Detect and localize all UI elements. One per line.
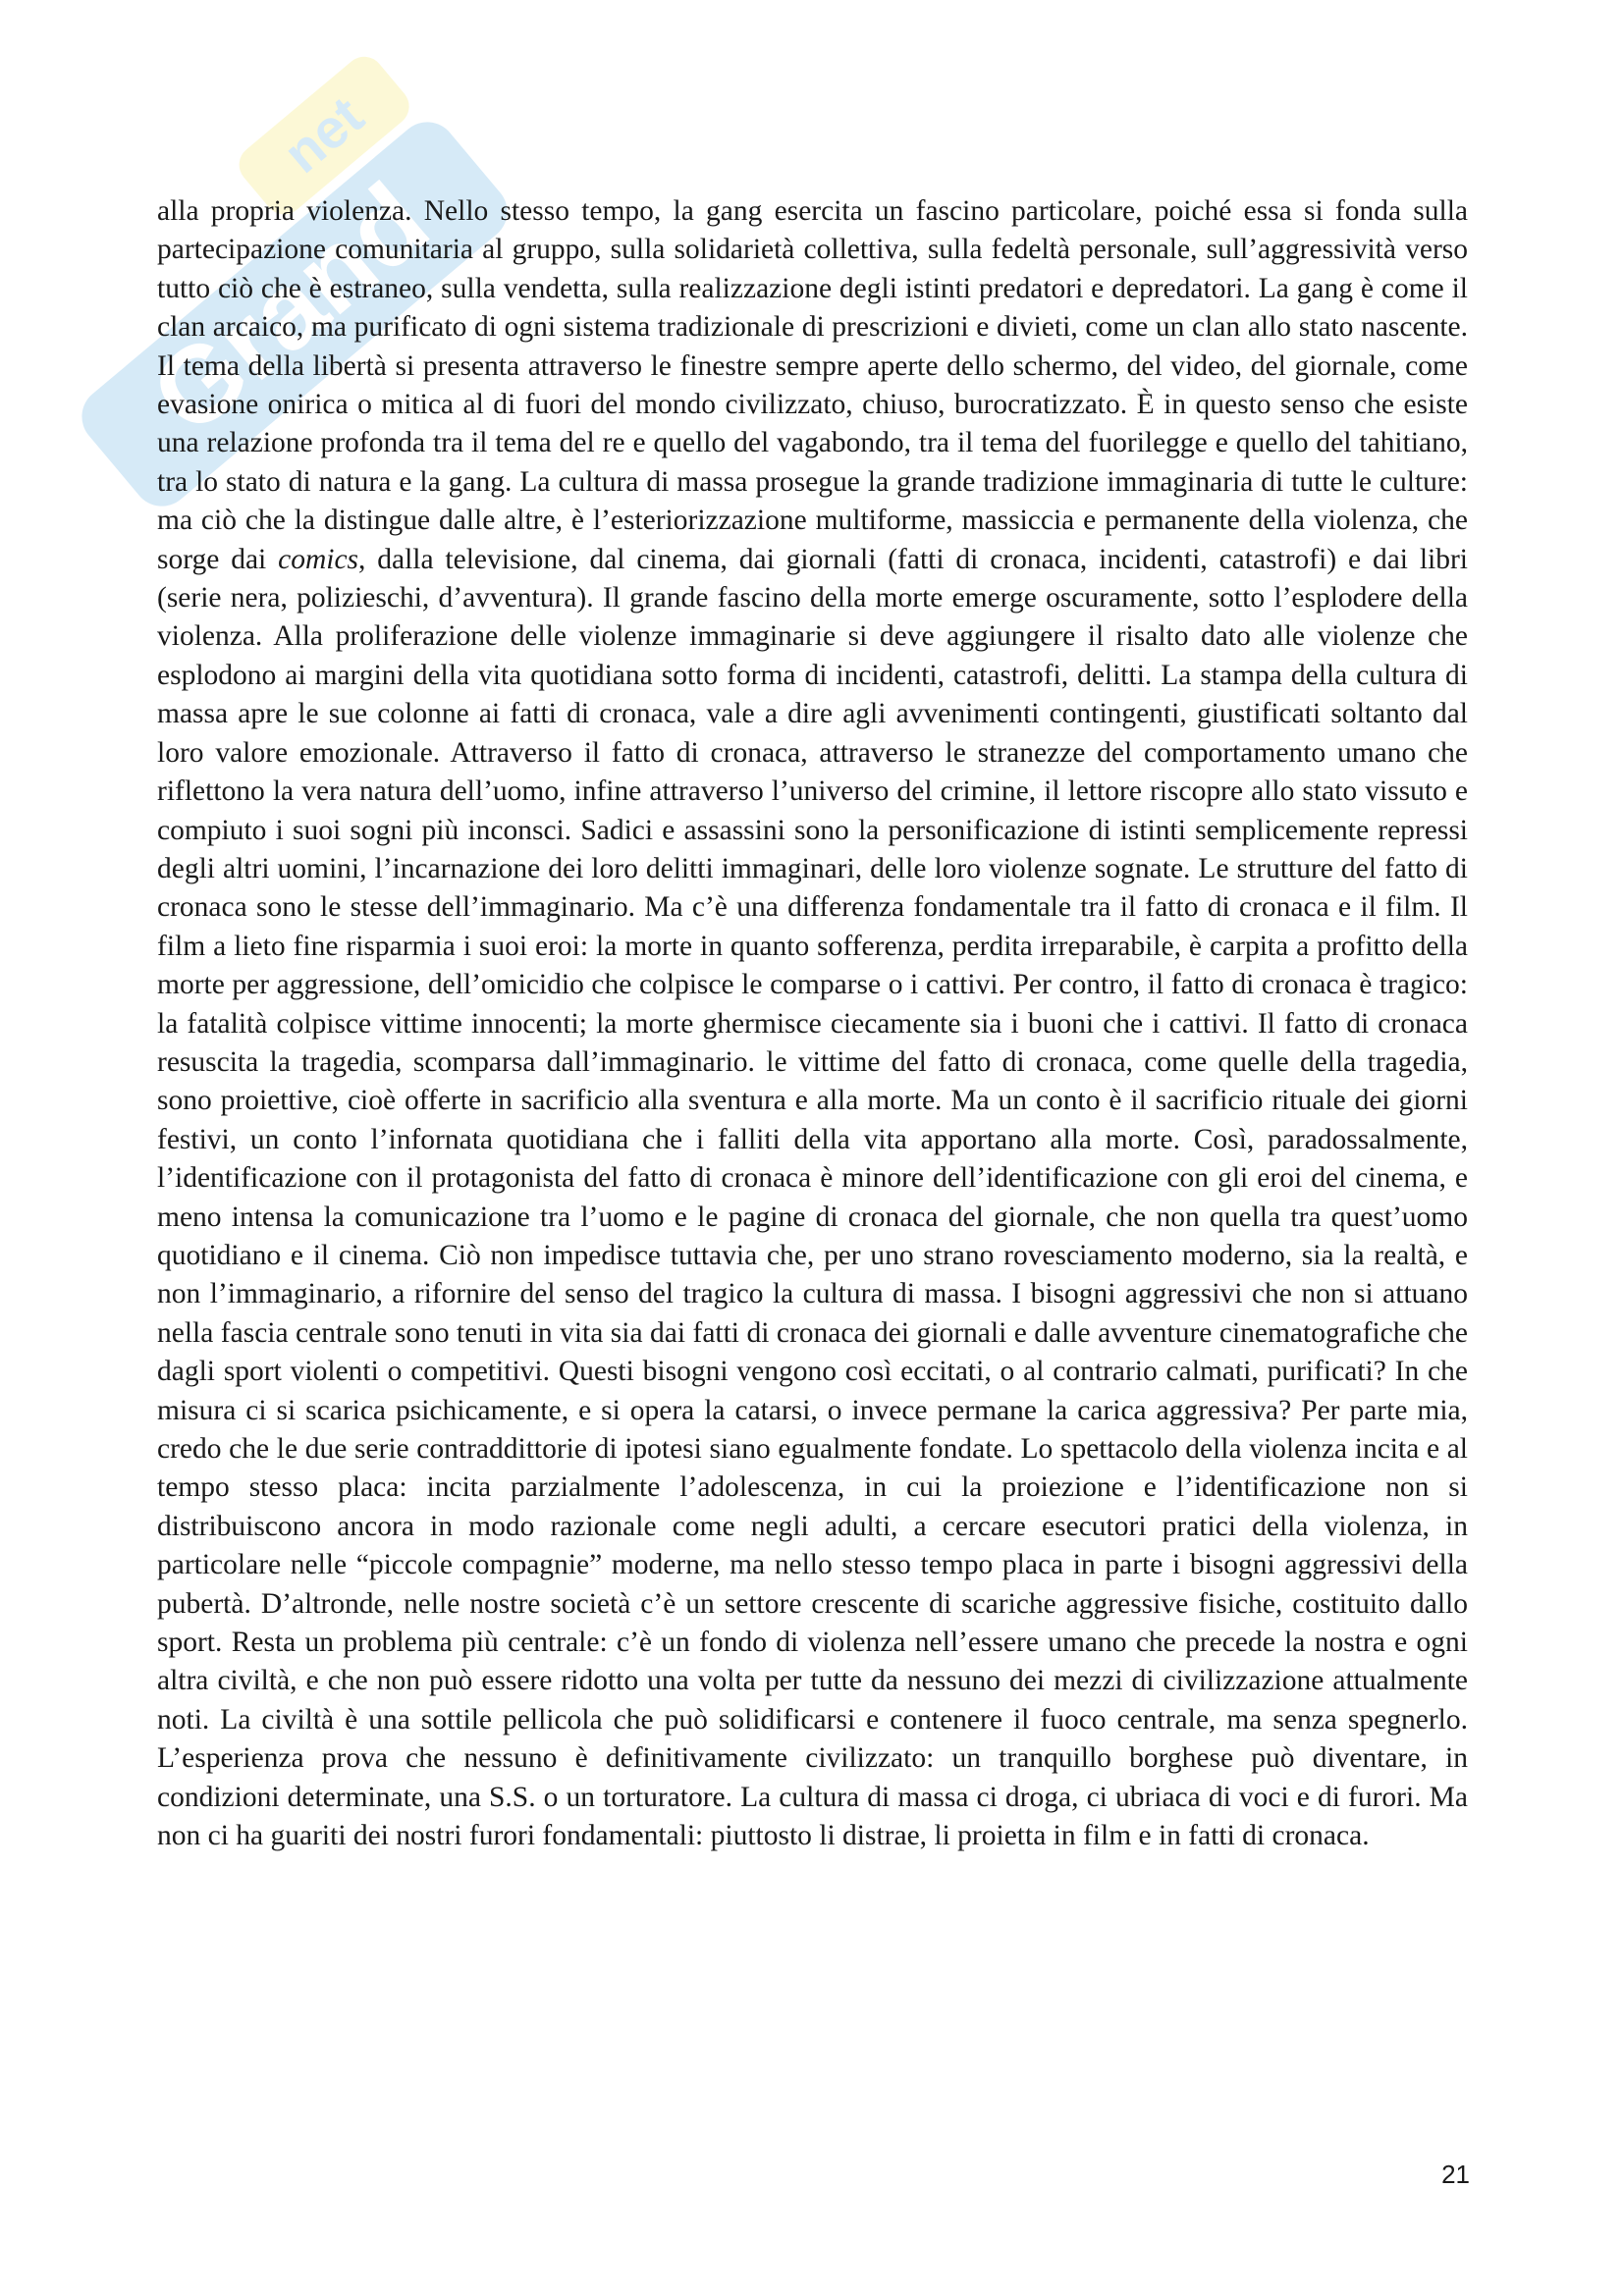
- page-number: 21: [1441, 2160, 1470, 2189]
- watermark-text: Grand: [129, 160, 451, 457]
- paragraph-text-part-1: alla propria violenza. Nello stesso tempo, la gang esercita un fascino particolare, poiché essa si fonda sulla partecipazione comunitaria al gruppo, sulla solidarietà collettiva, sulla fedeltà personale, sull’aggressività verso tutto ciò che è estraneo, sulla vendetta, sulla realizzazione degli istinti predatori e depredatori. La gang è come il clan arcaico, ma purificato di ogni sistema tradizionale di prescrizioni e divieti, come un clan allo stato nascente. Il tema della libertà si presenta attraverso le finestre sempre aperte dello schermo, del video, del giornale, come evasione onirica o mitica al di fuori del mondo civilizzato, chiuso, burocratizzato. È in questo senso che esiste una relazione profonda tra il tema del re e quello del vagabondo, tra il tema del fuorilegge e quello del tahitiano, tra lo stato di natura e la gang. La cultura di massa prosegue la grande tradizione immaginaria di tutte le culture: ma ciò che la distingue dalle altre, è l’esteriorizzazione multiforme, massiccia e permanente della violenza, che sorge dai: [157, 195, 1468, 575]
- watermark-subtext: net: [271, 83, 375, 186]
- paragraph-text-part-2: , dalla televisione, dal cinema, dai giornali (fatti di cronaca, incidenti, catastrofi) e dai libri (serie nera, polizieschi, d’avventura). Il grande fascino della morte emerge oscuramente, sotto l’esplodere della violenza. Alla proliferazione delle violenze immaginarie si deve aggiungere il risalto dato alle violenze che esplodono ai margini della vita quotidiana sotto forma di incidenti, catastrofi, delitti. La stampa della cultura di massa apre le sue colonne ai fatti di cronaca, vale a dire agli avvenimenti contingenti, giustificati soltanto dal loro valore emozionale. Attraverso il fatto di cronaca, attraverso le stranezze del comportamento umano che riflettono la vera natura dell’uomo, infine attraverso l’universo del crimine, il lettore riscopre allo stato vissuto e compiuto i suoi sogni più inconsci. Sadici e assassini sono la personificazione di istinti semplicemente repressi degli altri uomini, l’incarnazione dei loro delitti immaginari, delle loro violenze sognate. Le strutture del fatto di cronaca sono le stesse dell’immaginario. Ma c’è una differenza fondamentale tra il fatto di cronaca e il film. Il film a lieto fine risparmia i suoi eroi: la morte in quanto sofferenza, perdita irreparabile, è carpita a profitto della morte per aggressione, dell’omicidio che colpisce le comparse o i cattivi. Per contro, il fatto di cronaca è tragico: la fatalità colpisce vittime innocenti; la morte ghermisce ciecamente sia i buoni che i cattivi. Il fatto di cronaca resuscita la tragedia, scomparsa dall’immaginario. le vittime del fatto di cronaca, come quelle della tragedia, sono proiettive, cioè offerte in sacrificio alla sventura e alla morte. Ma un conto è il sacrificio rituale dei giorni festivi, un conto l’infornata quotidiana che i falliti della vita apportano alla morte. Così, paradossalmente, l’identificazione con il protagonista del fatto di cronaca è minore dell’identificazione con gli eroi del cinema, e meno intensa la comunicazione tra l’uomo e le pagine di cronaca del giornale, che non quella tra quest’uomo quotidiano e il cinema. Ciò non impedisce tuttavia che, per uno strano rovesciamento moderno, sia la realtà, e non l’immaginario, a rifornire del senso del tragico la cultura di massa. I bisogni aggressivi che non si attuano nella fascia centrale sono tenuti in vita sia dai fatti di cronaca dei giornali e dalle avventure cinematografiche che dagli sport violenti o competitivi. Questi bisogni vengono così eccitati, o al contrario calmati, purificati? In che misura ci si scarica psichicamente, e si opera la catarsi, o invece permane la carica aggressiva? Per parte mia, credo che le due serie contraddittorie di ipotesi siano egualmente fondate. Lo spettacolo della violenza incita e al tempo stesso placa: incita parzialmente l’adolescenza, in cui la proiezione e l’identificazione non si distribuiscono ancora in modo razionale come negli adulti, a cercare esecutori pratici della violenza, in particolare nelle “piccole compagnie” moderne, ma nello stesso tempo placa in parte i bisogni aggressivi della pubertà. D’altronde, nelle nostre società c’è un settore crescente di scariche aggressive fisiche, costituito dallo sport. Resta un problema più centrale: c’è un fondo di violenza nell’essere umano che precede la nostra e ogni altra civiltà, e che non può essere ridotto una volta per tutte da nessuno dei mezzi di civilizzazione attualmente noti. La civiltà è una sottile pellicola che può solidificarsi e contenere il fuoco centrale, ma senza spegnerlo. L’esperienza prova che nessuno è definitivamente civilizzato: un tranquillo borghese può diventare, in condizioni determinate, una S.S. o un torturatore. La cultura di massa ci droga, ci ubriaca di voci e di furori. Ma non ci ha guariti dei nostri furori fondamentali: piuttosto li distrae, li proietta in film e in fatti di cronaca.: [157, 543, 1468, 1852]
- page-body: [157, 192, 1468, 1855]
- italic-term-comics: comics: [278, 543, 359, 575]
- body-paragraph: [157, 192, 1468, 1855]
